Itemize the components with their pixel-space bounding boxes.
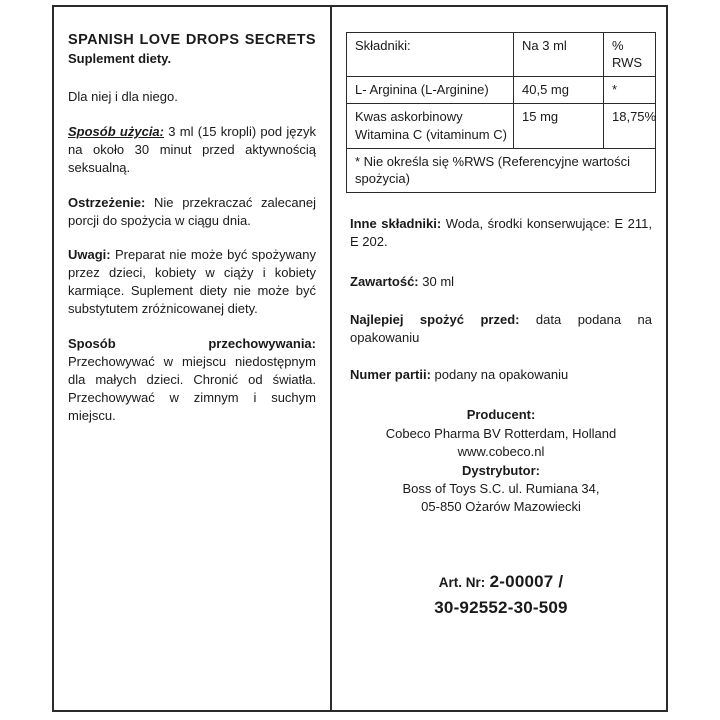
notes-label: Uwagi: bbox=[68, 247, 111, 263]
ingredient-name: L- Arginina (L-Arginine) bbox=[347, 77, 514, 104]
storage-text: Przechowywać w miejscu niedostępnym dla małych dzieci. Chronić od światła. Przechowywać w zimnym i suchym miejscu. bbox=[68, 354, 316, 423]
table-header-row bbox=[347, 33, 656, 77]
batch-number-paragraph bbox=[346, 366, 656, 384]
producer-label: Producent: bbox=[466, 407, 536, 423]
distributor-address-line-1: Boss of Toys S.C. ul. Rumiana 34, bbox=[402, 481, 600, 497]
producer-name: Cobeco Pharma BV Rotterdam, Holland bbox=[385, 425, 617, 441]
storage-label: Sposób przechowywania: bbox=[68, 336, 316, 352]
batch-number-text: podany na opakowaniu bbox=[430, 367, 569, 383]
article-number-value-2: 30-92552-30-509 bbox=[434, 597, 568, 617]
article-number-value-1: 2-00007 / bbox=[489, 571, 564, 591]
distributor-address-line-2: 05-850 Ożarów Mazowiecki bbox=[421, 499, 581, 515]
ingredient-rws: 18,75% bbox=[604, 104, 656, 148]
left-column bbox=[54, 7, 332, 710]
other-ingredients-text: Woda, środki konserwujące: E 211, E 202. bbox=[350, 216, 652, 250]
usage-paragraph bbox=[68, 123, 316, 177]
article-number-line-2 bbox=[350, 595, 652, 621]
notes-paragraph bbox=[68, 246, 316, 318]
ingredient-rws: * bbox=[604, 77, 656, 104]
tagline-paragraph bbox=[68, 88, 316, 106]
table-footnote-row bbox=[347, 148, 656, 192]
notes-text: Preparat nie może być spożywany przez dzieci, kobiety w ciąży i kobiety karmiące. Suplement diety nie może być substytutem zróżnicowanej diety. bbox=[68, 247, 316, 317]
content-text: 30 ml bbox=[418, 274, 455, 290]
producer-website: www.cobeco.nl bbox=[457, 444, 545, 460]
storage-paragraph bbox=[68, 335, 316, 425]
usage-text: 3 ml (15 kropli) pod język na około 30 minut przed aktywnością seksualną. bbox=[68, 123, 316, 175]
warning-paragraph bbox=[68, 194, 316, 230]
distributor-label: Dystrybutor: bbox=[461, 462, 540, 478]
table-row bbox=[347, 104, 656, 148]
product-title: SPANISH LOVE DROPS SECRETS bbox=[68, 32, 316, 48]
other-ingredients-paragraph bbox=[346, 215, 656, 251]
product-subtitle: Suplement diety. bbox=[68, 51, 172, 67]
ingredient-amount: 40,5 mg bbox=[514, 77, 604, 104]
table-footnote: * Nie określa się %RWS (Referencyjne wartości spożycia) bbox=[347, 148, 656, 192]
table-row bbox=[347, 77, 656, 104]
product-label-frame bbox=[52, 5, 668, 712]
ingredient-amount: 15 mg bbox=[514, 104, 604, 148]
article-number-block bbox=[346, 569, 656, 621]
usage-label: Sposób użycia: bbox=[68, 123, 164, 139]
right-column bbox=[332, 7, 666, 710]
content-label: Zawartość: bbox=[350, 274, 419, 290]
best-before-paragraph bbox=[346, 311, 656, 347]
nutrition-table bbox=[346, 32, 656, 193]
header-per-serving: Na 3 ml bbox=[514, 33, 604, 77]
manufacturer-block bbox=[346, 406, 656, 517]
article-number-label: Art. Nr: bbox=[438, 574, 486, 590]
other-ingredients-label: Inne składniki: bbox=[350, 216, 442, 232]
article-number-line-1 bbox=[350, 569, 652, 595]
tagline-text: Dla niej i dla niego. bbox=[68, 88, 178, 104]
header-rws: % RWS bbox=[604, 33, 656, 77]
batch-number-label: Numer partii: bbox=[350, 367, 431, 383]
content-paragraph bbox=[346, 273, 656, 291]
best-before-text: data podana na opakowaniu bbox=[350, 311, 652, 345]
best-before-label: Najlepiej spożyć przed: bbox=[350, 311, 520, 327]
warning-label: Ostrzeżenie: bbox=[68, 194, 146, 210]
header-ingredients: Składniki: bbox=[347, 33, 514, 77]
ingredient-name: Kwas askorbinowy Witamina C (vitaminum C) bbox=[347, 104, 514, 148]
warning-text: Nie przekraczać zalecanej porcji do spożycia w ciągu dnia. bbox=[68, 194, 316, 228]
